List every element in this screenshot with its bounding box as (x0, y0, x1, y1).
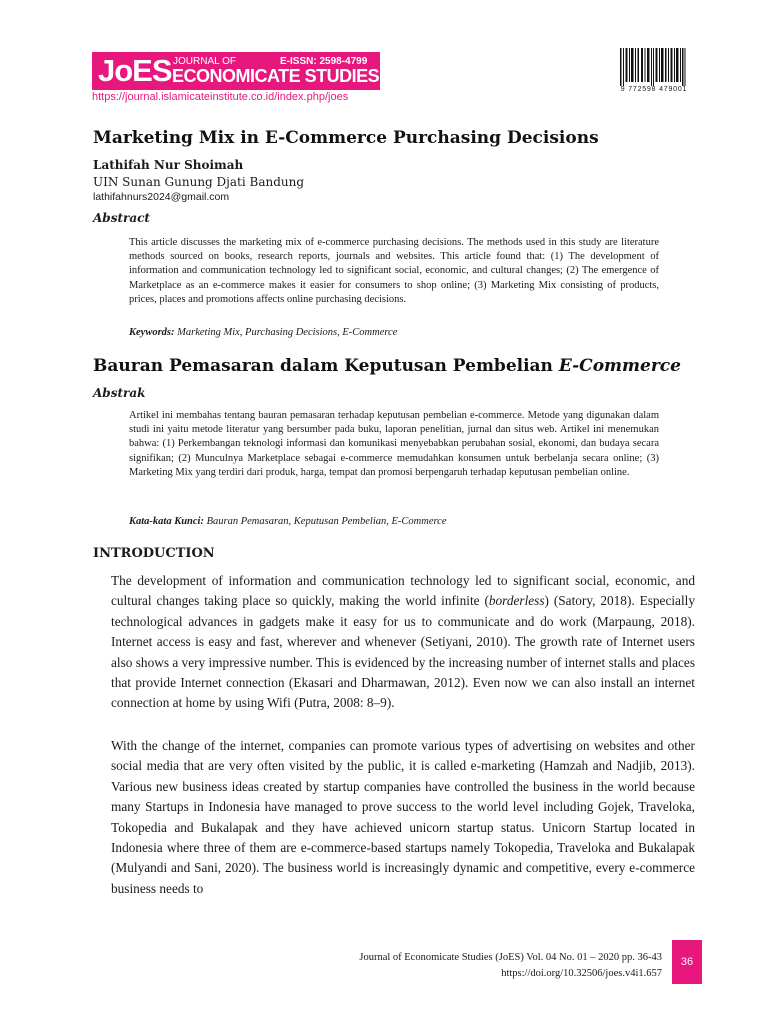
abstrak-text: Artikel ini membahas tentang bauran pemasaran terhadap keputusan pembelian e-commerce. Metode yang digunakan dalam studi ini yaitu metode literatur yang bersumber pada buku, laporan penelitian, jurnal dan situs web. Artikel ini menemukan bahwa: (1) Perkembangan teknologi informasi dan komunikasi menyebabkan perubahan sosial, ekonomi, dan budaya secara signifikan; (2) Munculnya Marketplace sebagai e-commerce memudahkan konsumen untuk berbelanja secara online; (3) Marketing Mix yang terdiri dari produk, harga, tempat dan promosi berpengaruh terhadap keputusan pembelian online. (129, 410, 659, 478)
para1-text-a: The development of information and communication technology led to significant social, economic, and cultural changes taking place so quickly, making the world infinite ( (111, 573, 695, 609)
logo-journal-name: ECONOMICATE STUDIES (172, 66, 380, 86)
article-title: Marketing Mix in E-Commerce Purchasing Decisions (93, 128, 599, 148)
journal-url-link[interactable]: https://journal.islamicateinstitute.co.id/index.php/joes (92, 91, 349, 103)
logo-joes-text: JoES (98, 53, 172, 88)
intro-paragraph-1 (111, 571, 695, 714)
journal-logo (92, 52, 380, 90)
logo-eissn: E-ISSN: 2598-4799 (280, 56, 368, 67)
para2-text: With the change of the internet, companies can promote various types of advertising on websites and other social media that are very often visited by the public, it is called e-marketing (Hamzah and Nadjib, 2013). Various new business ideas created by startup companies have controlled the business in the world because many Startups in Indonesia have managed to prove success to the world level including Gojek, Traveloka, Tokopedia and Bukalapak and they have achieved unicorn startup status. Unicorn Startup located in Indonesia where three of them are e-commerce-based startups namely Tokopedia, Traveloka and Bukalapak (Mulyandi and Sani, 2020). The business world is increasingly dynamic and competitive, every e-commerce business needs to (111, 738, 695, 896)
author-affiliation: UIN Sunan Gunung Djati Bandung (93, 175, 305, 189)
abstract-heading: Abstract (93, 211, 150, 225)
footer-doi-link[interactable]: https://doi.org/10.32506/joes.v4i1.657 (501, 967, 662, 979)
kata-kunci-label: Kata-kata Kunci: (129, 516, 204, 527)
logo-journal-of: JOURNAL OF (173, 56, 236, 67)
keywords-line (129, 327, 397, 338)
keywords-value: Marketing Mix, Purchasing Decisions, E-Commerce (177, 327, 398, 338)
author-email[interactable]: lathifahnurs2024@gmail.com (93, 191, 230, 203)
article-title-indonesian (93, 356, 681, 376)
kata-kunci-value: Bauran Pemasaran, Keputusan Pembelian, E-Commerce (206, 516, 447, 527)
barcode-number: 9 772598 479001 (620, 86, 688, 93)
title-id-italic: E-Commerce (558, 356, 681, 376)
page-number-badge: 36 (672, 940, 702, 984)
intro-paragraph-2 (111, 736, 695, 899)
introduction-heading: INTRODUCTION (93, 546, 215, 561)
keywords-label: Keywords: (129, 327, 175, 338)
abstract-text: This article discusses the marketing mix of e-commerce purchasing decisions. The methods used in this study are literature methods sourced on books, research reports, journals and websites. This article found that: (1) The development of information and communication technology led to significant social, economic, and cultural changes; (2) The emergence of Marketplace as an e-commerce makes it easier for consumers to shop online; (3) Marketing Mix consisting of products, prices, places and promotions affects online purchasing decisions. (129, 237, 659, 305)
footer-citation: Journal of Economicate Studies (JoES) Vol. 04 No. 01 – 2020 pp. 36-43 (359, 952, 662, 963)
abstrak-heading: Abstrak (93, 386, 146, 400)
barcode-icon (620, 48, 686, 86)
author-name: Lathifah Nur Shoimah (93, 158, 244, 172)
page-footer (290, 950, 662, 981)
kata-kunci-line (129, 516, 447, 527)
para1-text-b: ) (Satory, 2018). Especially technological advances in gadgets make it easy for us to communicate and do work (Marpaung, 2018). Internet access is easy and fast, wherever and whenever (Setiyani, 2010). The growth rate of Internet users also shows a very impressive number. This is evidenced by the increasing number of internet stalls and places that provide Internet connection (Ekasari and Dharmawan, 2012). Even now we can also install an internet connection at home by using Wifi (Putra, 2008: 8–9). (111, 593, 695, 711)
title-id-main: Bauran Pemasaran dalam Keputusan Pembelian (93, 356, 559, 376)
para1-italic: borderless (488, 593, 545, 609)
